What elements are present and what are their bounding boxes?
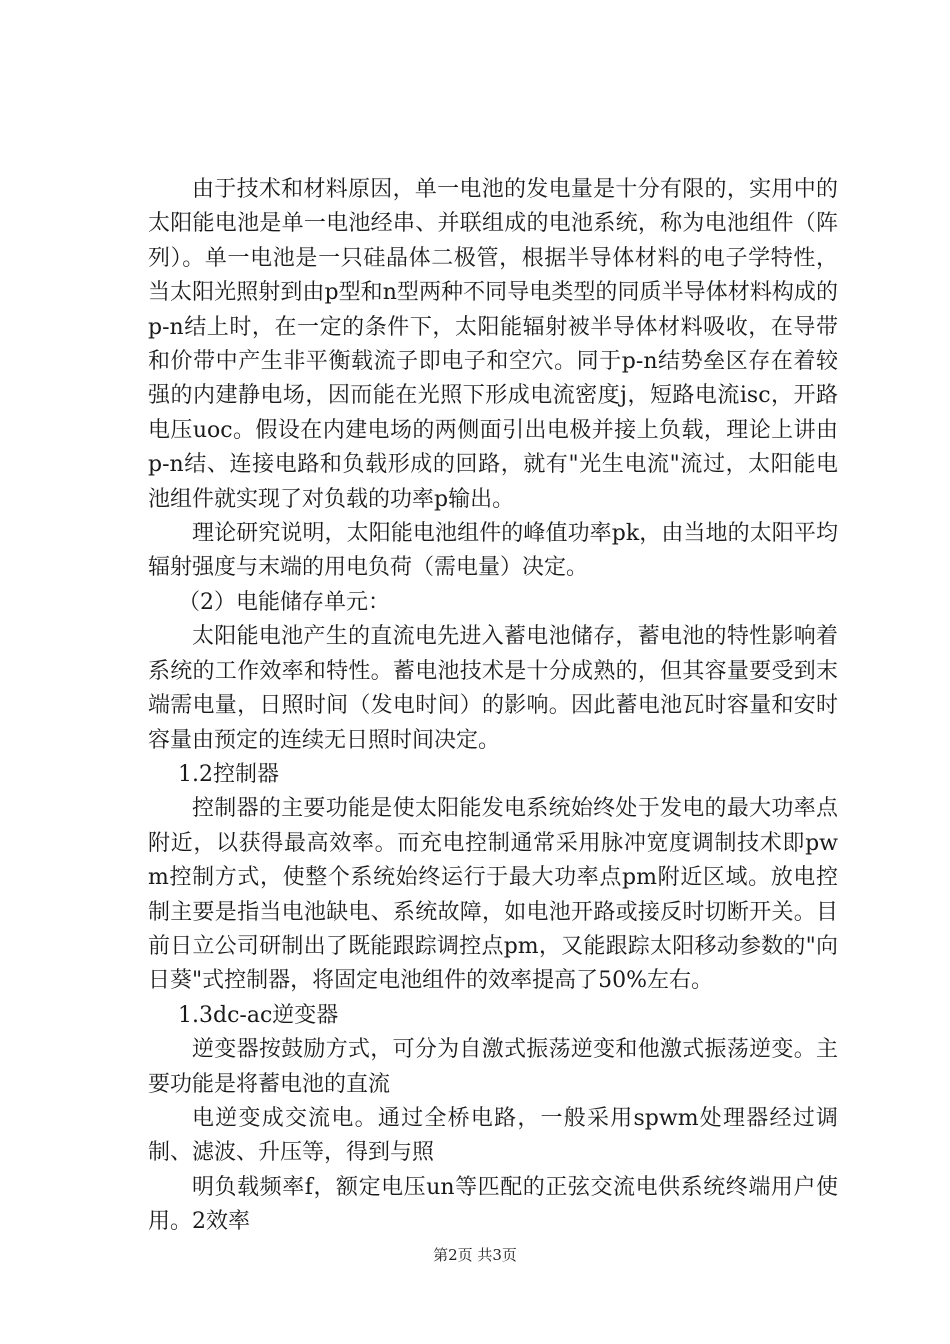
page-number-footer: 第2页 共3页 <box>433 1246 517 1264</box>
paragraph-battery: 太阳能电池产生的直流电先进入蓄电池储存，蓄电池的特性影响着系统的工作效率和特性。蓄电池技术是十分成熟的，但其容量要受到末端需电量，日照时间（发电时间）的影响。因此蓄电池瓦时容量和安时容量由预定的连续无日照时间决定。 <box>148 624 838 753</box>
paragraph-solar-cell-principle: 由于技术和材料原因，单一电池的发电量是十分有限的，实用中的太阳能电池是单一电池经串、并联组成的电池系统，称为电池组件（阵列）。单一电池是一只硅晶体二极管，根据半导体材料的电子学特性，当太阳光照射到由p型和n型两种不同导电类型的同质半导体材料构成的p-n结上时，在一定的条件下，太阳能辐射被半导体材料吸收，在导带和价带中产生非平衡载流子即电子和空穴。同于p-n结势垒区存在着较强的内建静电场，因而能在光照下形成电流密度j，短路电流isc，开路电压uoc。假设在内建电场的两侧面引出电极并接上负载，理论上讲由p-n结、连接电路和负载形成的回路，就有"光生电流"流过，太阳能电池组件就实现了对负载的功率p输出。 <box>148 177 838 512</box>
heading-controller: 1.2控制器 <box>178 761 279 787</box>
paragraph-controller: 控制器的主要功能是使太阳能发电系统始终处于发电的最大功率点附近，以获得最高效率。而充电控制通常采用脉冲宽度调制技术即pwm控制方式，使整个系统始终运行于最大功率点pm附近区域。放电控制主要是指当电池缺电、系统故障，如电池开路或接反时切断开关。目前日立公司研制出了既能跟踪调控点pm，又能跟踪太阳移动参数的"向日葵"式控制器，将固定电池组件的效率提高了50%左右。 <box>148 796 838 994</box>
heading-energy-storage: （2）电能储存单元： <box>178 589 390 615</box>
paragraph-inverter-1: 逆变器按鼓励方式，可分为自激式振荡逆变和他激式振荡逆变。主要功能是将蓄电池的直流 <box>148 1037 838 1097</box>
paragraph-inverter-2: 电逆变成交流电。通过全桥电路，一般采用spwm处理器经过调制、滤波、升压等，得到与照 <box>148 1105 838 1166</box>
heading-inverter: 1.3dc-ac逆变器 <box>178 1002 339 1028</box>
paragraph-peak-power: 理论研究说明，太阳能电池组件的峰值功率pk，由当地的太阳平均辐射强度与末端的用电负荷（需电量）决定。 <box>148 521 838 581</box>
document-body <box>148 173 838 1240</box>
paragraph-inverter-3: 明负载频率f，额定电压un等匹配的正弦交流电供系统终端用户使用。2效率 <box>148 1174 838 1235</box>
